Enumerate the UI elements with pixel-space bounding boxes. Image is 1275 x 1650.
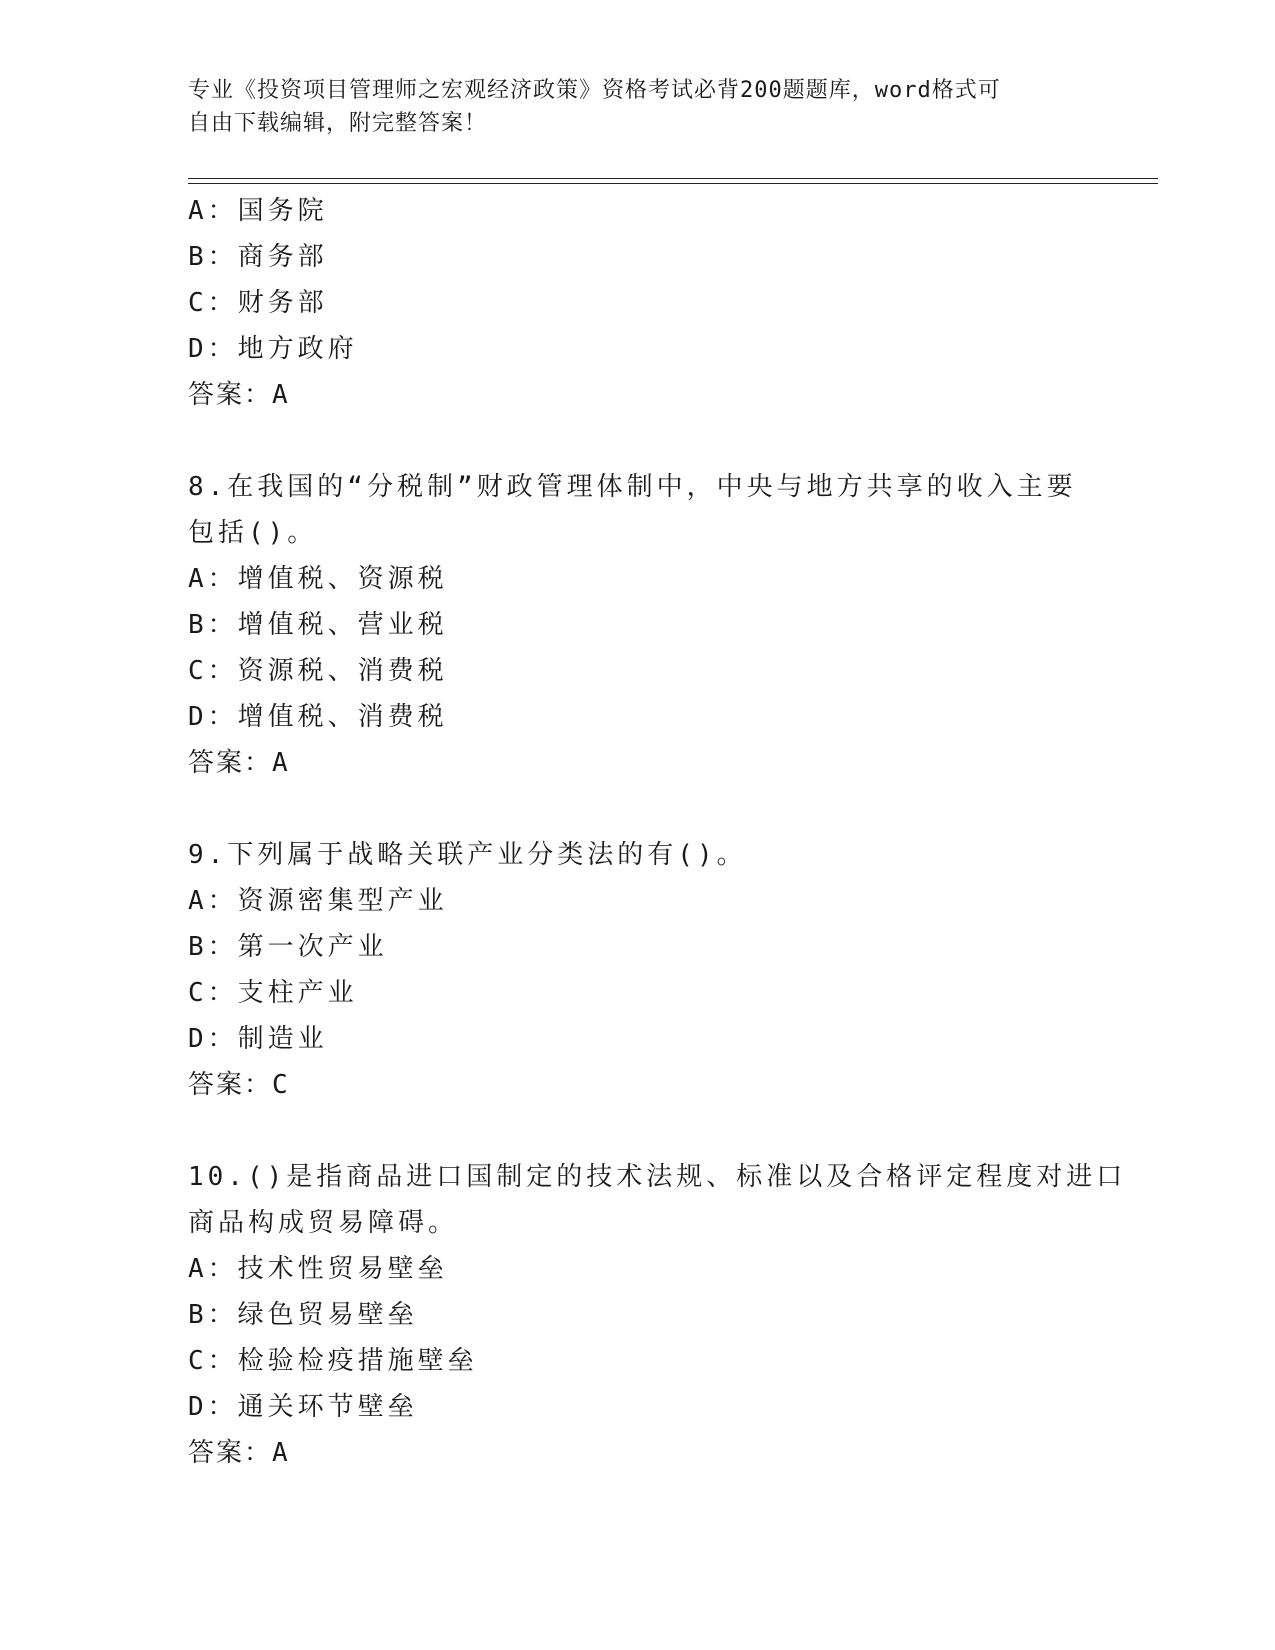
option-d: [188, 1016, 1088, 1062]
question-stem: 9.下列属于战略关联产业分类法的有()。: [188, 840, 747, 870]
option-text: 绿色贸易壁垒: [237, 1300, 418, 1330]
option-a: [188, 1246, 1088, 1292]
option-letter: B：: [188, 1300, 238, 1330]
option-letter: A：: [188, 886, 238, 916]
question-9: [188, 832, 1088, 1108]
option-letter: C：: [188, 288, 238, 318]
option-letter: D：: [188, 702, 238, 732]
option-a: [188, 878, 1088, 924]
option-d: [188, 694, 1088, 740]
header-title-line-1: 专业《投资项目管理师之宏观经济政策》资格考试必背200题题库，word格式可: [188, 78, 1001, 103]
option-c: [188, 648, 1088, 694]
option-letter: B：: [188, 610, 238, 640]
option-text: 支柱产业: [237, 978, 358, 1008]
option-text: 资源税、消费税: [237, 656, 448, 686]
answer-label: 答案：: [188, 1070, 273, 1100]
option-text: 增值税、消费税: [237, 702, 448, 732]
option-text: 财务部: [237, 288, 328, 318]
option-b: [188, 234, 1088, 280]
option-letter: C：: [188, 656, 238, 686]
option-letter: D：: [188, 334, 238, 364]
header-title-line-2: 自由下载编辑，附完整答案！: [188, 111, 488, 136]
question-10: [188, 1154, 1127, 1476]
option-text: 增值税、资源税: [237, 564, 448, 594]
option-letter: B：: [188, 932, 238, 962]
option-letter: A：: [188, 1254, 238, 1284]
option-b: [188, 924, 1088, 970]
option-c: [188, 1338, 1088, 1384]
answer-value: A: [272, 1438, 292, 1468]
option-a: [188, 188, 1088, 234]
question-list: [188, 188, 1127, 1476]
answer-label: 答案：: [188, 380, 273, 410]
option-d: [188, 326, 1088, 372]
option-b: [188, 602, 1088, 648]
answer-value: A: [272, 380, 292, 410]
option-letter: A：: [188, 196, 238, 226]
option-a: [188, 556, 1088, 602]
spacer: [188, 786, 1088, 832]
question-stem-continued: 商品构成贸易障碍。: [188, 1208, 459, 1238]
answer-line: [188, 740, 1088, 786]
option-d: [188, 1384, 1088, 1430]
question-stem-continued: 包括()。: [188, 518, 318, 548]
answer-label: 答案：: [188, 748, 273, 778]
option-text: 商务部: [237, 242, 328, 272]
spacer: [188, 1108, 1088, 1154]
question-7: [188, 188, 1088, 418]
option-text: 地方政府: [237, 334, 358, 364]
option-text: 通关环节壁垒: [237, 1392, 418, 1422]
answer-line: [188, 1062, 1088, 1108]
option-letter: A：: [188, 564, 238, 594]
option-c: [188, 970, 1088, 1016]
answer-value: A: [272, 748, 292, 778]
option-letter: D：: [188, 1392, 238, 1422]
header-divider-top: [188, 178, 1158, 179]
option-text: 国务院: [237, 196, 328, 226]
option-text: 技术性贸易壁垒: [237, 1254, 448, 1284]
option-text: 第一次产业: [237, 932, 388, 962]
spacer: [188, 418, 1088, 464]
option-letter: C：: [188, 978, 238, 1008]
option-text: 增值税、营业税: [237, 610, 448, 640]
document-header: [188, 74, 1088, 140]
option-text: 检验检疫措施壁垒: [237, 1346, 478, 1376]
answer-line: [188, 372, 1088, 418]
option-letter: B：: [188, 242, 238, 272]
option-text: 资源密集型产业: [237, 886, 448, 916]
option-b: [188, 1292, 1088, 1338]
option-c: [188, 280, 1088, 326]
answer-value: C: [272, 1070, 292, 1100]
option-letter: C：: [188, 1346, 238, 1376]
question-stem: 8.在我国的“分税制”财政管理体制中，中央与地方共享的收入主要: [188, 472, 1077, 502]
header-divider-bottom: [188, 183, 1158, 184]
answer-label: 答案：: [188, 1438, 273, 1468]
question-stem: 10.()是指商品进口国制定的技术法规、标准以及合格评定程度对进口: [188, 1162, 1127, 1192]
option-text: 制造业: [237, 1024, 328, 1054]
question-8: [188, 464, 1088, 786]
option-letter: D：: [188, 1024, 238, 1054]
answer-line: [188, 1430, 1088, 1476]
